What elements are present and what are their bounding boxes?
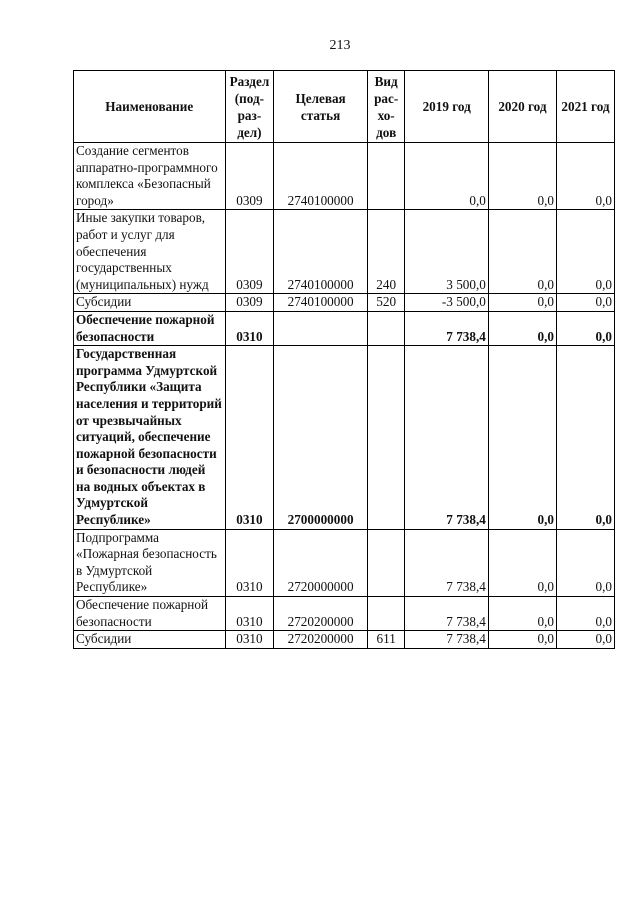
row-kind: 240 (367, 210, 405, 294)
row-section: 0310 (225, 346, 274, 530)
table-row (74, 631, 615, 649)
row-target: 2740100000 (274, 294, 368, 312)
row-2019: 7 738,4 (405, 346, 488, 530)
row-kind (367, 597, 405, 631)
budget-table (73, 70, 615, 649)
row-2020: 0,0 (488, 631, 556, 649)
row-name: Субсидии (74, 631, 226, 649)
header-target: Целевая статья (274, 71, 368, 143)
row-kind (367, 346, 405, 530)
row-section: 0310 (225, 631, 274, 649)
row-name: Субсидии (74, 294, 226, 312)
row-target: 2700000000 (274, 346, 368, 530)
page-number: 213 (329, 38, 351, 53)
row-2020: 0,0 (488, 143, 556, 210)
row-section: 0310 (225, 597, 274, 631)
row-2020: 0,0 (488, 210, 556, 294)
row-2019: 0,0 (405, 143, 488, 210)
row-kind (367, 143, 405, 210)
row-name: Создание сегментов аппаратно-программного комплекса «Безопасный город» (74, 143, 226, 210)
row-name: Подпрограмма «Пожарная безопасность в Удмуртской Республике» (74, 529, 226, 596)
row-target: 2740100000 (274, 143, 368, 210)
row-2019: 3 500,0 (405, 210, 488, 294)
row-target: 2740100000 (274, 210, 368, 294)
row-2019: 7 738,4 (405, 631, 488, 649)
row-2019: 7 738,4 (405, 311, 488, 345)
row-2021: 0,0 (556, 143, 614, 210)
header-section: Раздел (под-раз-дел) (225, 71, 274, 143)
header-2019: 2019 год (405, 71, 488, 143)
row-2021: 0,0 (556, 346, 614, 530)
row-2021: 0,0 (556, 311, 614, 345)
row-section: 0309 (225, 143, 274, 210)
row-2020: 0,0 (488, 294, 556, 312)
row-section: 0309 (225, 294, 274, 312)
row-2020: 0,0 (488, 346, 556, 530)
row-2020: 0,0 (488, 529, 556, 596)
row-target (274, 311, 368, 345)
row-name: Обеспечение пожарной безопасности (74, 597, 226, 631)
table-row (74, 143, 615, 210)
row-kind: 611 (367, 631, 405, 649)
row-section: 0309 (225, 210, 274, 294)
row-kind (367, 311, 405, 345)
row-2021: 0,0 (556, 529, 614, 596)
row-section: 0310 (225, 311, 274, 345)
row-name: Иные закупки товаров, работ и услуг для обеспечения государственных (муниципальных) нужд (74, 210, 226, 294)
row-target: 2720200000 (274, 597, 368, 631)
row-2021: 0,0 (556, 210, 614, 294)
table-row (74, 294, 615, 312)
row-2020: 0,0 (488, 311, 556, 345)
table-row (74, 597, 615, 631)
table-row (74, 346, 615, 530)
row-name: Обеспечение пожарной безопасности (74, 311, 226, 345)
row-2020: 0,0 (488, 597, 556, 631)
row-kind (367, 529, 405, 596)
row-2019: 7 738,4 (405, 597, 488, 631)
row-2021: 0,0 (556, 631, 614, 649)
row-target: 2720200000 (274, 631, 368, 649)
row-2021: 0,0 (556, 597, 614, 631)
header-name: Наименование (74, 71, 226, 143)
row-kind: 520 (367, 294, 405, 312)
row-2019: -3 500,0 (405, 294, 488, 312)
header-2021: 2021 год (556, 71, 614, 143)
header-kind: Вид рас-хо-дов (367, 71, 405, 143)
row-section: 0310 (225, 529, 274, 596)
header-2020: 2020 год (488, 71, 556, 143)
table-row (74, 311, 615, 345)
table-row (74, 529, 615, 596)
row-2019: 7 738,4 (405, 529, 488, 596)
row-name: Государственная программа Удмуртской Республики «Защита населения и территорий от чрезвычайных ситуаций, обеспечение пожарной безопасности и безопасности людей на водных объектах в Удмуртской Республике» (74, 346, 226, 530)
row-2021: 0,0 (556, 294, 614, 312)
table-row (74, 210, 615, 294)
header-row (74, 71, 615, 143)
row-target: 2720000000 (274, 529, 368, 596)
